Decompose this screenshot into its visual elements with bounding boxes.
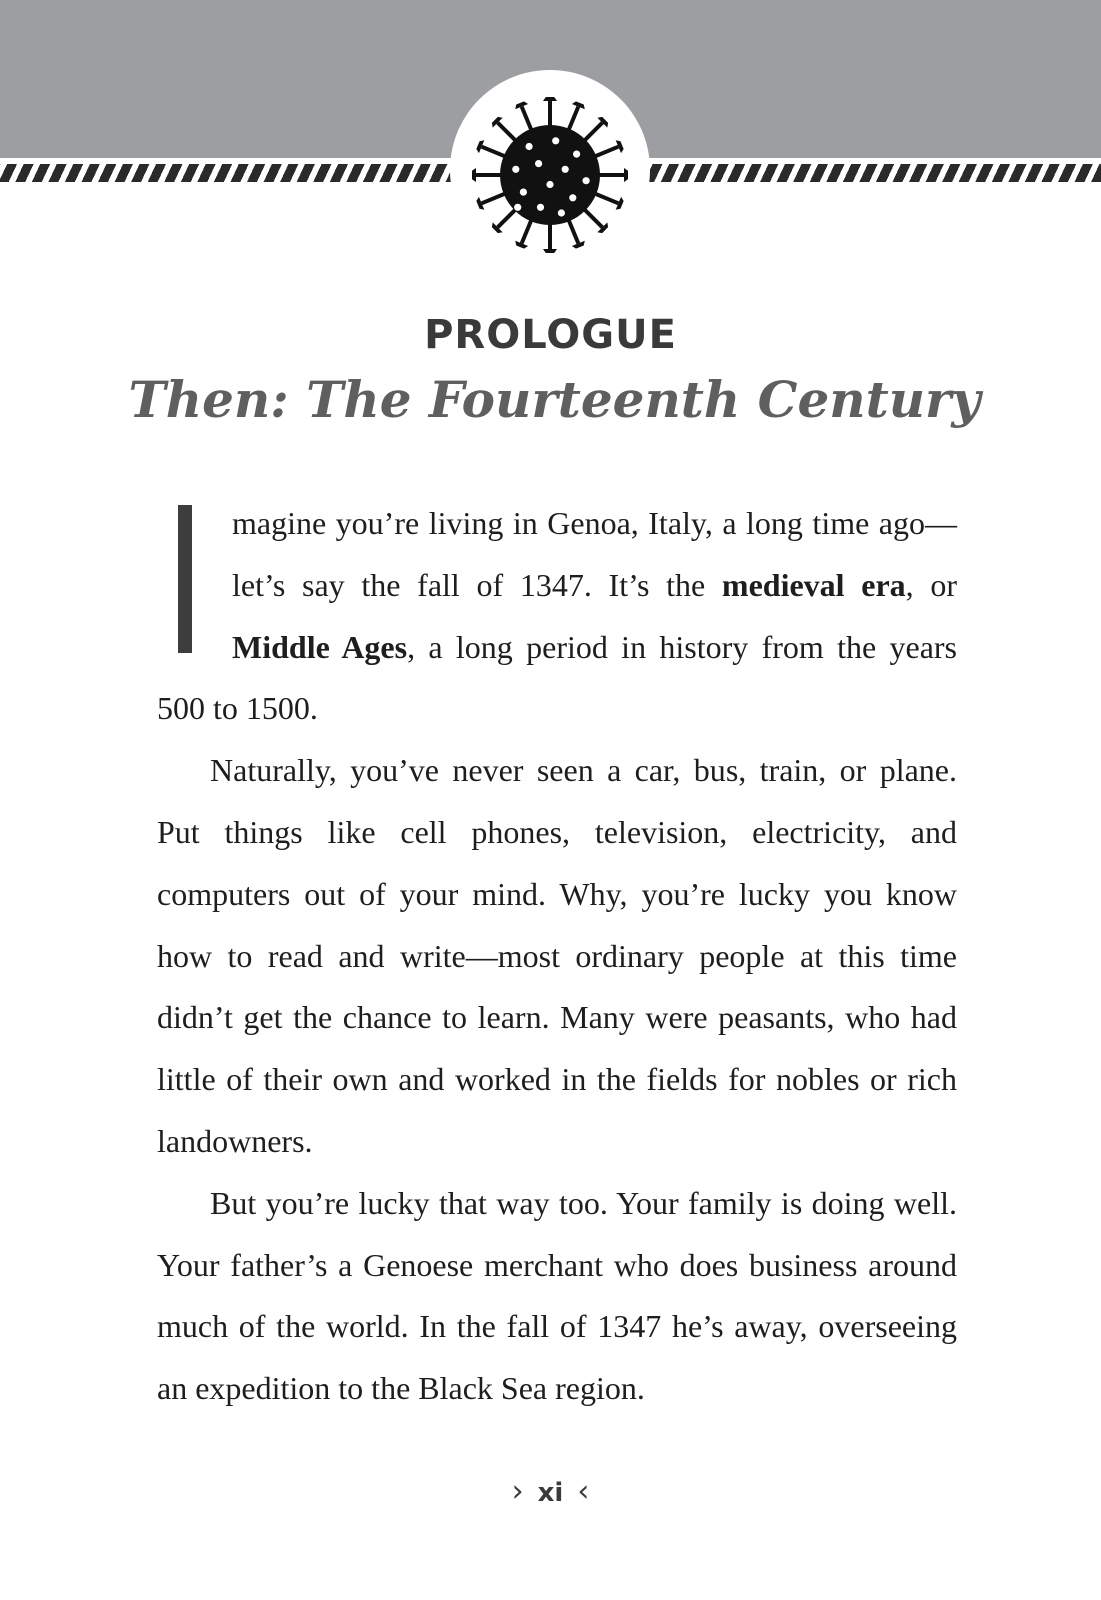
virus-spike-cap <box>543 249 557 253</box>
paragraph-1-text-a: magine you’re living in Genoa, Italy, a long time ago—let’s say the fall of 1347. It’s the <box>232 505 957 603</box>
virus-spike-cap <box>543 97 557 101</box>
virus-spot <box>535 160 542 167</box>
chapter-title: Then: The Fourteenth Century <box>128 370 981 429</box>
page-folio <box>0 1474 1101 1509</box>
page-number: xi <box>537 1478 564 1508</box>
glossary-term-medieval-era: medieval era <box>721 566 906 603</box>
virus-spot <box>552 137 559 144</box>
virus-spot <box>562 166 569 173</box>
paragraph-1-text-c: , a long period in history from the years 500 to 1500. <box>157 628 958 727</box>
folio-left-mark: › <box>511 1474 524 1509</box>
virus-spike <box>592 147 618 158</box>
virus-spike <box>592 193 618 204</box>
virus-spot <box>514 204 521 211</box>
virus-spot <box>583 177 590 184</box>
paragraph-3: But you’re lucky that way too. Your family is doing well. Your father’s a Genoese merchant who does business around much of the world. In the fall of 1347 he’s away, overseeing an expedition to the Black Sea region. <box>157 1184 957 1407</box>
drop-cap-initial <box>178 505 192 653</box>
virus-spike <box>522 107 533 133</box>
virus-spike <box>522 217 533 243</box>
virus-spot <box>512 166 519 173</box>
virus-spot <box>520 189 527 196</box>
virus-spike-cap <box>472 168 476 182</box>
virus-spike <box>583 208 603 228</box>
virus-spot <box>569 194 576 201</box>
body-text <box>157 493 957 1420</box>
paragraph-1 <box>157 493 957 740</box>
virus-spot <box>537 204 544 211</box>
virus-icon <box>455 80 645 270</box>
paragraph-2: Naturally, you’ve never seen a car, bus, train, or plane. Put things like cell phones, television, electricity, and computers out of your mind. Why, you’re lucky you know how to read and write—most ordinary people at this time didn’t get the chance to learn. Many were peasants, who had little of their own and worked in the fields for nobles or rich landowners. <box>157 752 957 1159</box>
virus-spike <box>482 147 508 158</box>
virus-spike <box>498 208 518 228</box>
virus-spot <box>526 143 533 150</box>
virus-spike <box>482 193 508 204</box>
virus-body <box>500 125 600 225</box>
virus-spike-cap <box>624 168 628 182</box>
virus-spike <box>568 107 579 133</box>
folio-right-mark: ‹ <box>577 1474 590 1509</box>
virus-spike <box>498 123 518 143</box>
virus-spot <box>558 209 565 216</box>
virus-spot <box>546 181 553 188</box>
virus-spike <box>568 217 579 243</box>
virus-spot <box>573 151 580 158</box>
virus-spike <box>583 123 603 143</box>
chapter-label: PROLOGUE <box>424 312 677 358</box>
glossary-term-middle-ages: Middle Ages <box>232 628 408 665</box>
paragraph-1-text-b: , or <box>905 566 958 603</box>
